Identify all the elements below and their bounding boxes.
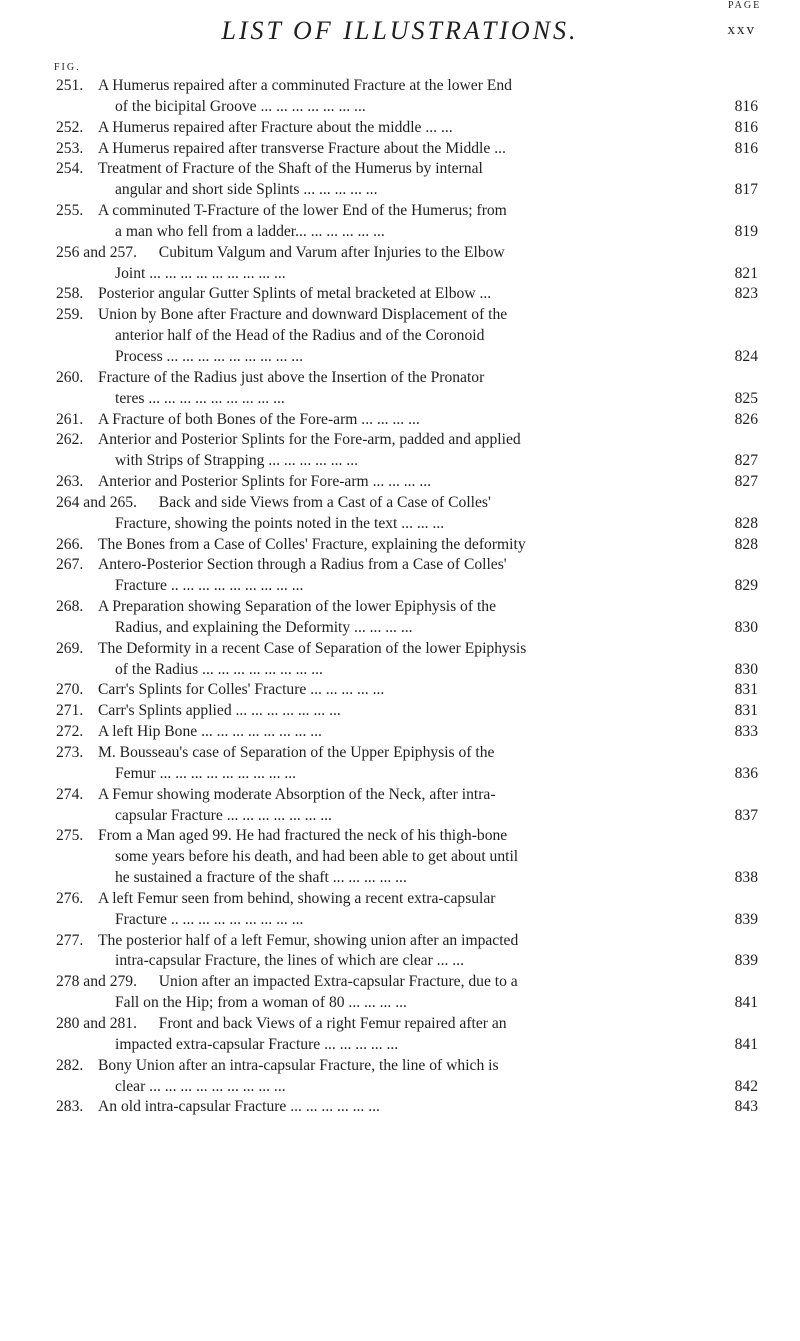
figure-number: 251. bbox=[56, 77, 84, 94]
entry-text: A Preparation showing Separation of the lower Epiphysis of the bbox=[98, 598, 496, 616]
figure-number: 260. bbox=[56, 368, 84, 386]
page-reference: 829 bbox=[734, 577, 758, 595]
figure-number: 266. bbox=[56, 535, 84, 553]
page-reference: 827 bbox=[734, 473, 758, 491]
entry-text: A left Femur seen from behind, showing a recent extra-capsular bbox=[98, 889, 496, 907]
figure-number: 280 and 281. bbox=[56, 1014, 137, 1032]
entry-text: Cubitum Valgum and Varum after Injuries to the Elbow bbox=[158, 243, 505, 261]
entry-text: clear ... ... ... ... ... ... ... ... ... bbox=[115, 1077, 286, 1095]
entry-line bbox=[0, 743, 800, 764]
figure-number: 264 and 265. bbox=[56, 493, 137, 511]
list-entry bbox=[0, 284, 800, 305]
page-column-label: PAGE bbox=[728, 0, 762, 11]
entry-line bbox=[0, 118, 800, 139]
page-reference: 841 bbox=[734, 1035, 758, 1053]
figure-number: 252. bbox=[56, 118, 84, 136]
entry-line bbox=[0, 243, 800, 264]
entry-line bbox=[0, 76, 800, 97]
entry-line bbox=[0, 201, 800, 222]
list-entry bbox=[0, 201, 800, 243]
entry-text: some years before his death, and had been able to get about until bbox=[115, 848, 519, 866]
page-number: xxv bbox=[727, 22, 756, 38]
page-reference: 831 bbox=[734, 702, 758, 720]
figure-number: 272. bbox=[56, 723, 84, 741]
entry-line bbox=[0, 972, 800, 993]
entry-text: Fall on the Hip; from a woman of 80 ... ... ... ... bbox=[115, 994, 407, 1012]
list-entry bbox=[0, 555, 800, 597]
entry-line bbox=[0, 951, 800, 972]
page-reference: 823 bbox=[734, 285, 758, 303]
entry-text: Antero-Posterior Section through a Radius from a Case of Colles' bbox=[98, 556, 507, 574]
figure-number: 263. bbox=[56, 473, 84, 491]
entry-line bbox=[0, 326, 800, 347]
entry-text: of the bicipital Groove ... ... ... ... ... ... ... bbox=[115, 97, 366, 115]
figure-number: 253. bbox=[56, 139, 84, 157]
figure-number: 255. bbox=[56, 202, 84, 220]
entry-text: The Bones from a Case of Colles' Fracture, explaining the deformity bbox=[98, 535, 526, 553]
entry-text: Radius, and explaining the Deformity ... ... ... ... bbox=[115, 618, 413, 636]
entry-line bbox=[0, 389, 800, 410]
entry-text: he sustained a fracture of the shaft ... ... ... ... ... bbox=[115, 869, 407, 887]
page-reference: 816 bbox=[734, 139, 758, 157]
entry-line bbox=[0, 1056, 800, 1077]
entry-text: A Humerus repaired after Fracture about the middle ... ... bbox=[98, 118, 453, 136]
figure-number: 277. bbox=[56, 931, 84, 949]
list-entry bbox=[0, 430, 800, 472]
entry-text: Joint ... ... ... ... ... ... ... ... ... bbox=[115, 264, 286, 282]
entry-line bbox=[0, 785, 800, 806]
entry-text: Fracture of the Radius just above the Insertion of the Pronator bbox=[98, 368, 485, 386]
entry-text: A comminuted T-Fracture of the lower End of the Humerus; from bbox=[98, 202, 507, 220]
list-entry bbox=[0, 639, 800, 681]
entry-text: From a Man aged 99. He had fractured the neck of his thigh-bone bbox=[98, 827, 508, 845]
list-entry bbox=[0, 118, 800, 139]
entry-text: Front and back Views of a right Femur repaired after an bbox=[158, 1014, 507, 1032]
page-reference: 838 bbox=[734, 869, 758, 887]
entry-text: Fracture .. ... ... ... ... ... ... ... ... bbox=[115, 910, 304, 928]
entry-text: M. Bousseau's case of Separation of the Upper Epiphysis of the bbox=[98, 744, 495, 761]
page-reference: 816 bbox=[734, 118, 758, 136]
running-title: LIST OF ILLUSTRATIONS. bbox=[221, 16, 579, 45]
entry-text: Fracture, showing the points noted in the text ... ... ... bbox=[115, 514, 445, 532]
entry-line bbox=[0, 347, 800, 368]
entry-text: anterior half of the Head of the Radius and of the Coronoid bbox=[115, 327, 485, 345]
figure-number: 276. bbox=[56, 889, 84, 907]
entry-text: impacted extra-capsular Fracture ... ... ... ... ... bbox=[115, 1035, 399, 1053]
entry-text: The Deformity in a recent Case of Separation of the lower Epiphysis bbox=[98, 639, 527, 657]
list-entry bbox=[0, 243, 800, 285]
entry-line bbox=[0, 597, 800, 618]
entry-text: A Fracture of both Bones of the Fore-arm ... ... ... ... bbox=[98, 410, 420, 428]
entry-line bbox=[0, 180, 800, 201]
entry-text: of the Radius ... ... ... ... ... ... ... ... bbox=[115, 660, 323, 678]
page-reference: 828 bbox=[734, 535, 758, 553]
page-reference: 827 bbox=[734, 452, 758, 470]
entry-line bbox=[0, 1014, 800, 1035]
entry-text: Back and side Views from a Cast of a Case of Colles' bbox=[158, 493, 491, 511]
fig-column-label: FIG. bbox=[54, 62, 81, 73]
page-reference: 824 bbox=[734, 347, 758, 365]
entry-line bbox=[0, 284, 800, 305]
figure-number: 273. bbox=[56, 744, 84, 761]
entry-text: Anterior and Posterior Splints for Fore-arm ... ... ... ... bbox=[98, 473, 432, 491]
entry-text: Femur ... ... ... ... ... ... ... ... ... bbox=[115, 764, 297, 782]
page-reference: 830 bbox=[734, 618, 758, 636]
list-entry bbox=[0, 535, 800, 556]
list-entry bbox=[0, 701, 800, 722]
list-entry bbox=[0, 159, 800, 201]
list-entry bbox=[0, 931, 800, 973]
entry-line bbox=[0, 722, 800, 743]
entry-text: Posterior angular Gutter Splints of metal bracketed at Elbow ... bbox=[98, 285, 492, 303]
list-entry bbox=[0, 305, 800, 368]
list-entry bbox=[0, 785, 800, 827]
entry-text: The posterior half of a left Femur, showing union after an impacted bbox=[98, 931, 519, 949]
entry-text: Fracture .. ... ... ... ... ... ... ... ... bbox=[115, 577, 304, 595]
figure-number: 275. bbox=[56, 827, 84, 845]
entry-text: Union by Bone after Fracture and downward Displacement of the bbox=[98, 306, 508, 324]
figure-number: 274. bbox=[56, 785, 84, 803]
entry-line bbox=[0, 535, 800, 556]
list-entry bbox=[0, 1056, 800, 1098]
entry-line bbox=[0, 847, 800, 868]
entry-text: a man who fell from a ladder... ... ... ... ... ... bbox=[115, 222, 385, 240]
entry-text: A left Hip Bone ... ... ... ... ... ... ... ... bbox=[98, 723, 322, 741]
entry-text: Anterior and Posterior Splints for the Fore-arm, padded and applied bbox=[98, 431, 521, 449]
page-reference: 819 bbox=[734, 222, 758, 240]
entry-text: An old intra-capsular Fracture ... ... ... ... ... ... bbox=[98, 1098, 380, 1116]
entry-line bbox=[0, 514, 800, 535]
page-reference: 833 bbox=[734, 723, 758, 741]
list-entry bbox=[0, 743, 800, 785]
entry-line bbox=[0, 1097, 800, 1118]
entry-text: Process ... ... ... ... ... ... ... ... ... bbox=[115, 347, 303, 365]
entry-line bbox=[0, 159, 800, 180]
list-entry bbox=[0, 76, 800, 118]
entry-line bbox=[0, 806, 800, 827]
list-entry bbox=[0, 597, 800, 639]
figure-number: 278 and 279. bbox=[56, 973, 137, 991]
entry-text: A Humerus repaired after a comminuted Fracture at the lower End bbox=[98, 77, 512, 94]
entry-line bbox=[0, 701, 800, 722]
entry-line bbox=[0, 368, 800, 389]
illustration-list bbox=[0, 76, 800, 1118]
figure-number: 254. bbox=[56, 160, 84, 178]
list-entry bbox=[0, 972, 800, 1014]
entry-line bbox=[0, 555, 800, 576]
entry-line bbox=[0, 305, 800, 326]
entry-line bbox=[0, 222, 800, 243]
entry-text: A Humerus repaired after transverse Fracture about the Middle ... bbox=[98, 139, 506, 157]
entry-line bbox=[0, 764, 800, 785]
list-entry bbox=[0, 722, 800, 743]
entry-line bbox=[0, 1077, 800, 1098]
page-reference: 839 bbox=[734, 910, 758, 928]
page-reference: 828 bbox=[734, 514, 758, 532]
page-reference: 837 bbox=[734, 806, 758, 824]
entry-line bbox=[0, 1035, 800, 1056]
page-reference: 821 bbox=[734, 264, 758, 282]
page-header bbox=[0, 16, 800, 50]
entry-text: angular and short side Splints ... ... ... ... ... bbox=[115, 181, 378, 199]
page-reference: 831 bbox=[734, 681, 758, 699]
list-entry bbox=[0, 493, 800, 535]
entry-text: Bony Union after an intra-capsular Fracture, the line of which is bbox=[98, 1056, 499, 1074]
list-entry bbox=[0, 680, 800, 701]
figure-number: 269. bbox=[56, 639, 84, 657]
page-reference: 826 bbox=[734, 410, 758, 428]
entry-line bbox=[0, 680, 800, 701]
page-reference: 836 bbox=[734, 764, 758, 782]
entry-line bbox=[0, 889, 800, 910]
figure-number: 271. bbox=[56, 702, 84, 720]
entry-line bbox=[0, 576, 800, 597]
figure-number: 270. bbox=[56, 681, 84, 699]
entry-text: capsular Fracture ... ... ... ... ... ... ... bbox=[115, 806, 332, 824]
entry-line bbox=[0, 826, 800, 847]
list-entry bbox=[0, 1014, 800, 1056]
figure-number: 267. bbox=[56, 556, 84, 574]
entry-line bbox=[0, 493, 800, 514]
figure-number: 259. bbox=[56, 306, 84, 324]
figure-number: 256 and 257. bbox=[56, 243, 137, 261]
page-reference: 817 bbox=[734, 181, 758, 199]
entry-text: Carr's Splints for Colles' Fracture ... ... ... ... ... bbox=[98, 681, 385, 699]
page-reference: 841 bbox=[734, 994, 758, 1012]
entry-line bbox=[0, 410, 800, 431]
entry-line bbox=[0, 97, 800, 118]
page-reference: 843 bbox=[734, 1098, 758, 1116]
entry-line bbox=[0, 472, 800, 493]
figure-number: 283. bbox=[56, 1098, 84, 1116]
entry-line bbox=[0, 868, 800, 889]
page-reference: 830 bbox=[734, 660, 758, 678]
list-entry bbox=[0, 410, 800, 431]
figure-number: 258. bbox=[56, 285, 84, 303]
entry-line bbox=[0, 618, 800, 639]
list-entry bbox=[0, 826, 800, 889]
entry-line bbox=[0, 639, 800, 660]
figure-number: 268. bbox=[56, 598, 84, 616]
list-entry bbox=[0, 472, 800, 493]
entry-text: Treatment of Fracture of the Shaft of the Humerus by internal bbox=[98, 160, 483, 178]
entry-text: intra-capsular Fracture, the lines of which are clear ... ... bbox=[115, 952, 464, 970]
list-entry bbox=[0, 139, 800, 160]
entry-line bbox=[0, 451, 800, 472]
entry-line bbox=[0, 910, 800, 931]
entry-text: with Strips of Strapping ... ... ... ... ... ... bbox=[115, 452, 359, 470]
entry-line bbox=[0, 660, 800, 681]
list-entry bbox=[0, 889, 800, 931]
entry-text: teres ... ... ... ... ... ... ... ... ... bbox=[115, 389, 285, 407]
list-entry bbox=[0, 368, 800, 410]
entry-line bbox=[0, 931, 800, 952]
entry-line bbox=[0, 264, 800, 285]
figure-number: 282. bbox=[56, 1056, 84, 1074]
entry-line bbox=[0, 139, 800, 160]
entry-text: Union after an impacted Extra-capsular Fracture, due to a bbox=[158, 973, 518, 991]
page-reference: 842 bbox=[734, 1077, 758, 1095]
entry-line bbox=[0, 993, 800, 1014]
entry-text: A Femur showing moderate Absorption of the Neck, after intra- bbox=[98, 785, 496, 803]
page-reference: 816 bbox=[734, 97, 758, 115]
figure-number: 262. bbox=[56, 431, 84, 449]
entry-line bbox=[0, 430, 800, 451]
page-reference: 825 bbox=[734, 389, 758, 407]
list-entry bbox=[0, 1097, 800, 1118]
page-reference: 839 bbox=[734, 952, 758, 970]
figure-number: 261. bbox=[56, 410, 84, 428]
entry-text: Carr's Splints applied ... ... ... ... ... ... ... bbox=[98, 702, 341, 720]
